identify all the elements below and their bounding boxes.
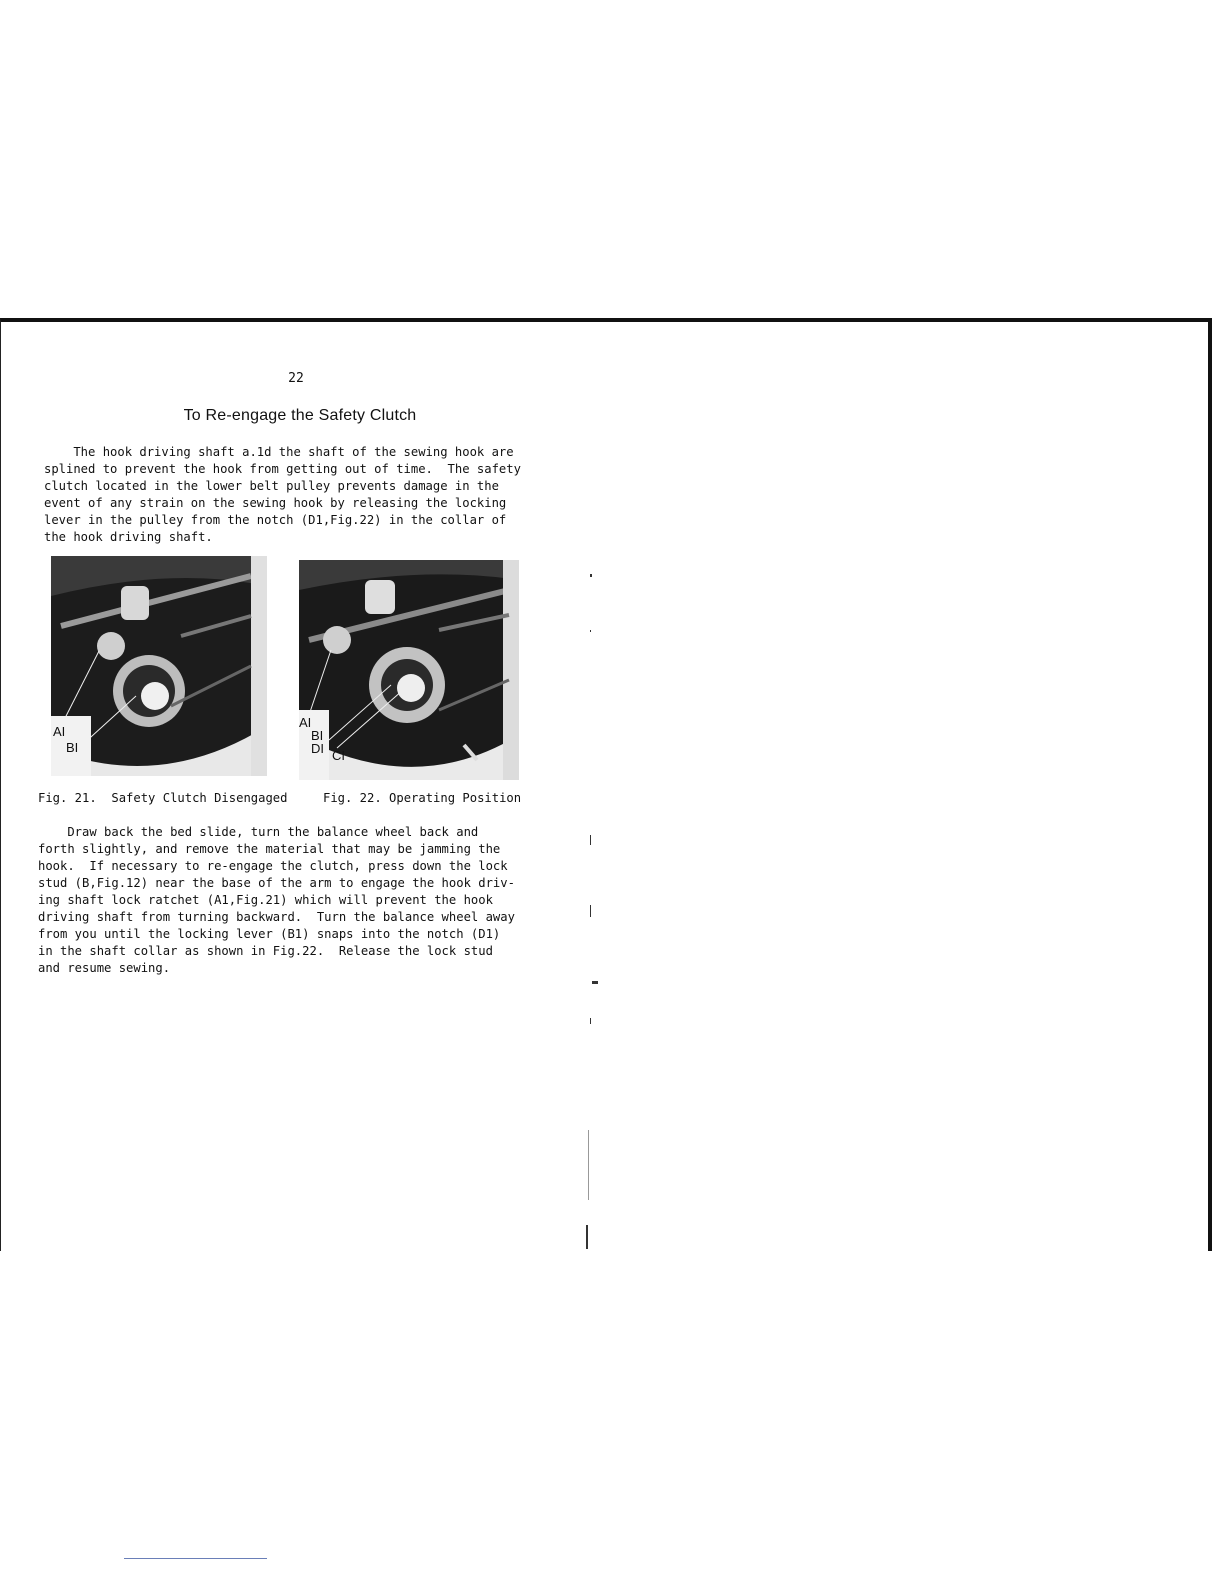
scan-speck: [590, 905, 591, 917]
fig-22-caption: Fig. 22. Operating Position: [323, 791, 522, 805]
scan-speck: [590, 574, 592, 577]
fig-21-photo: [51, 556, 267, 776]
fig-21-illustration: [51, 556, 267, 776]
intro-paragraph: The hook driving shaft a.1d the shaft of the sewing hook are splined to prevent the hook from getting out of time. The safety clutch located in the lower belt pulley prevents damage in the event of any strain on the sewing hook by releasing the locking lever in the pulley from the notch (D1,Fig.22) in the collar of the hook driving shaft.: [44, 445, 521, 544]
fig-22-illustration: [299, 560, 519, 780]
fig-21-label-a1: AI: [53, 724, 66, 739]
fig-22-label-a1: AI: [299, 715, 312, 730]
fig-22-label-c1: CI: [332, 748, 345, 763]
instructions-paragraph: Draw back the bed slide, turn the balance wheel back and forth slightly, and remove the material that may be jamming the hook. If necessary to re-engage the clutch, press down the lock stud (B,Fig.12) near the base of the arm to engage the hook driv- ing shaft lock ratchet (A1,Fig.21) which will prevent the hook driving shaft from turning backward. Turn the balance wheel away from you until the locking lever (B1) snaps into the notch (D1) in the shaft collar as shown in Fig.22. Release the lock stud and resume sewing.: [38, 825, 515, 975]
section-heading: To Re-engage the Safety Clutch: [183, 407, 417, 424]
scan-speck: [590, 1018, 591, 1024]
fig-21-label-b1: BI: [66, 740, 79, 755]
page-number: 22: [288, 371, 304, 386]
fig-22-label-b1: BI: [311, 728, 324, 743]
fig-22-photo: [299, 560, 519, 780]
bottom-rule: [124, 1558, 267, 1559]
scan-speck: [590, 835, 591, 845]
scan-speck: [586, 1225, 588, 1249]
scan-speck: [590, 630, 591, 632]
fig-22-label-d1: DI: [311, 741, 324, 756]
fig-21-caption: Fig. 21. Safety Clutch Disengaged: [38, 791, 288, 805]
scan-speck: [588, 1130, 589, 1200]
scan-speck: [592, 981, 598, 984]
